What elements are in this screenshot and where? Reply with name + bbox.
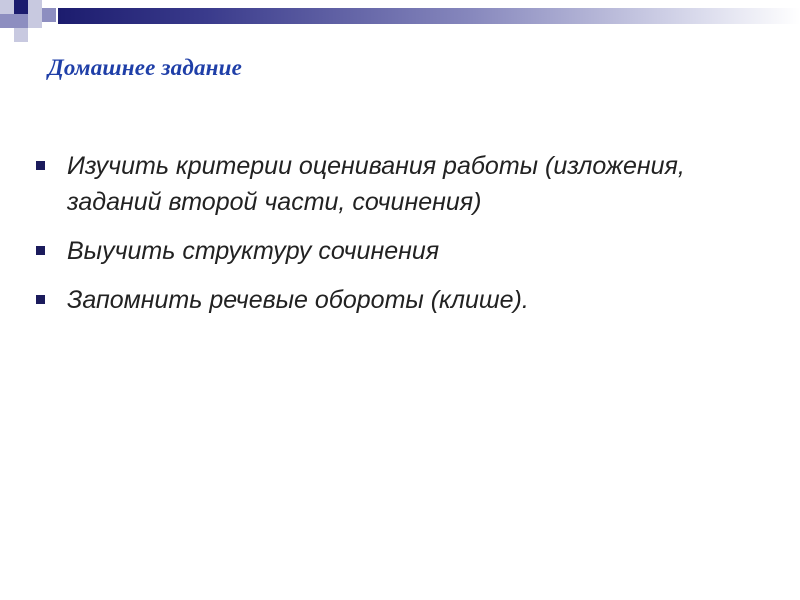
decor-square: [28, 14, 42, 28]
bullet-text: Выучить структуру сочинения: [67, 237, 440, 265]
decor-square: [14, 0, 28, 14]
decor-square: [14, 14, 28, 28]
header-gradient-bar: [58, 8, 800, 24]
decor-square: [0, 0, 14, 14]
bullet-item: [36, 233, 756, 269]
bullet-text: Изучить критерии оценивания работы (изложения, заданий второй части, сочинения): [67, 152, 685, 216]
decor-square: [42, 8, 56, 22]
bullet-item: [36, 282, 756, 318]
decor-square: [0, 14, 14, 28]
bullet-text: Запомнить речевые обороты (клише).: [67, 286, 529, 314]
decor-square: [28, 0, 42, 14]
decor-square: [14, 28, 28, 42]
square-bullet-icon: [36, 161, 45, 170]
bullet-list: [36, 148, 756, 331]
slide-title: Домашнее задание: [48, 55, 243, 80]
square-bullet-icon: [36, 246, 45, 255]
bullet-item: [36, 148, 756, 220]
square-bullet-icon: [36, 295, 45, 304]
